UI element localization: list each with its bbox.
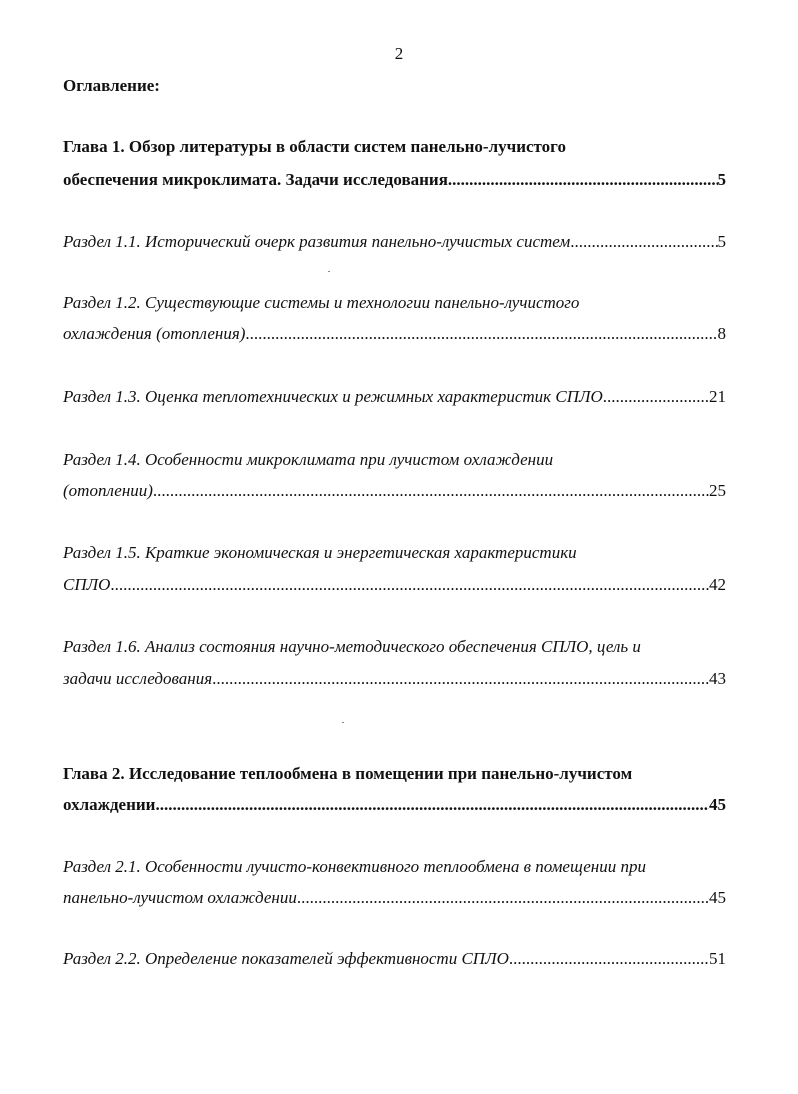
chapter-2-title-text: Глава 2. Исследование теплообмена в помещении при панельно-лучистом [63, 764, 633, 783]
section-1-4-page: 25 [709, 481, 726, 500]
section-2-1-title: Раздел 2.1. Особенности лучисто-конвективного теплообмена в помещении при [63, 857, 646, 876]
dot-leader [448, 168, 718, 192]
dot-leader [603, 385, 709, 409]
dot-leader [153, 479, 709, 503]
section-2-2-title: Раздел 2.2. Определение показателей эффективности СПЛО [63, 949, 509, 968]
section-1-3-title: Раздел 1.3. Оценка теплотехнических и режимных характеристик СПЛО [63, 387, 603, 406]
section-2-1-title-cont: панельно-лучистом охлаждении [63, 888, 297, 907]
dot-leader [297, 886, 709, 910]
section-1-3-page: 21 [709, 387, 726, 406]
toc-entry-1-1[interactable] [63, 230, 726, 254]
section-1-2-title: Раздел 1.2. Существующие системы и технологии панельно-лучистого [63, 293, 580, 312]
section-1-4-title-cont: (отоплении) [63, 481, 153, 500]
toc-entry-1-2-line-1[interactable] [63, 291, 726, 315]
toc-entry-1-5-line-1[interactable] [63, 541, 726, 565]
section-1-4-title: Раздел 1.4. Особенности микроклимата при лучистом охлаждении [63, 450, 554, 469]
chapter-1-title-line-1[interactable] [63, 135, 726, 159]
toc-entry-1-5-line-2[interactable] [63, 573, 726, 597]
chapter-2-page: 45 [709, 795, 726, 814]
dot-leader [509, 947, 709, 971]
scan-speck [328, 271, 330, 272]
section-1-2-page: 8 [717, 324, 726, 343]
scan-speck [342, 722, 344, 723]
section-1-6-page: 43 [709, 669, 726, 688]
section-1-5-title: Раздел 1.5. Краткие экономическая и энергетическая характеристики [63, 543, 577, 562]
section-1-6-title: Раздел 1.6. Анализ состояния научно-методического обеспечения СПЛО, цель и [63, 637, 641, 656]
toc-entry-1-6-line-1[interactable] [63, 635, 726, 659]
chapter-2-title-text-cont: охлаждении [63, 795, 156, 814]
chapter-2-title-line-2[interactable] [63, 793, 726, 817]
toc-entry-1-4-line-2[interactable] [63, 479, 726, 503]
chapter-1-title-text-cont: обеспечения микроклимата. Задачи исследования [63, 170, 448, 189]
toc-entry-1-6-line-2[interactable] [63, 667, 726, 691]
toc-entry-1-2-line-2[interactable] [63, 322, 726, 346]
section-2-1-page: 45 [709, 888, 726, 907]
toc-title: Оглавление: [63, 76, 160, 95]
toc-entry-1-3[interactable] [63, 385, 726, 409]
dot-leader [245, 322, 717, 346]
dot-leader [110, 573, 709, 597]
toc-entry-2-1-line-2[interactable] [63, 886, 726, 910]
toc-entry-2-1-line-1[interactable] [63, 855, 726, 879]
page-number: 2 [394, 44, 404, 63]
section-1-1-title: Раздел 1.1. Исторический очерк развития панельно-лучистых систем [63, 232, 571, 251]
section-1-6-title-cont: задачи исследования [63, 669, 213, 688]
dot-leader [155, 793, 709, 817]
toc-entry-1-4-line-1[interactable] [63, 448, 726, 472]
section-2-2-page: 51 [709, 949, 726, 968]
section-1-5-page: 42 [709, 575, 726, 594]
chapter-1-page: 5 [717, 170, 726, 189]
dot-leader [212, 667, 709, 691]
section-1-2-title-cont: охлаждения (отопления) [63, 324, 246, 343]
section-1-1-page: 5 [717, 232, 726, 251]
dot-leader [570, 230, 717, 254]
toc-entry-2-2[interactable] [63, 947, 726, 971]
section-1-5-title-cont: СПЛО [63, 575, 111, 594]
chapter-1-title-text: Глава 1. Обзор литературы в области систем панельно-лучистого [63, 137, 566, 156]
chapter-2-title-line-1[interactable] [63, 762, 726, 786]
chapter-1-title-line-2[interactable] [63, 168, 726, 192]
